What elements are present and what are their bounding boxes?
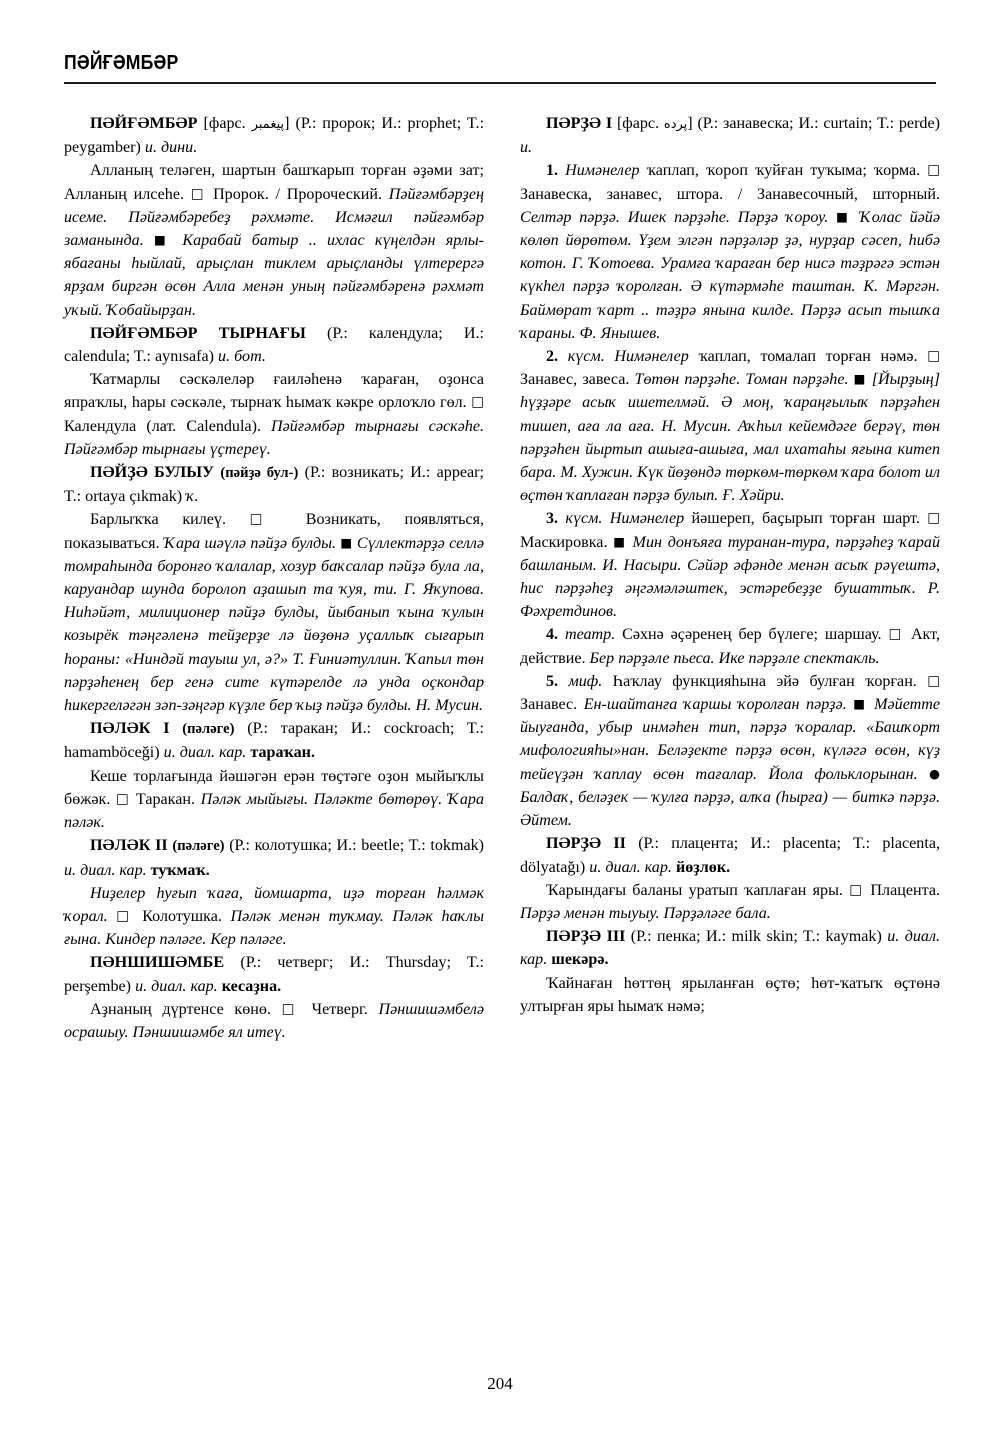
cross-reference: туҡмаҡ.: [150, 861, 210, 879]
gloss-russian: (Р.: пророк;: [295, 115, 376, 132]
gloss-turkish: T.: kaymak): [802, 928, 882, 946]
left-column: [64, 112, 484, 1362]
grammar-label: и.: [520, 139, 533, 157]
grammar-label: и. диал. кар.: [135, 977, 218, 995]
entry-peygambar: [64, 112, 484, 159]
entry-peyza-buly-body: [64, 508, 484, 717]
sense-3: [520, 507, 940, 623]
usage-examples: Пәншишәмбелә осрашыу. Пәншишәмбе ял итеү.: [64, 1000, 484, 1041]
gloss-turkish: T.: ortaya çıkmak): [64, 488, 183, 506]
translation-russian: Колотушка.: [142, 907, 222, 925]
entry-palak-1: [64, 717, 484, 764]
hollow-square-icon: □: [927, 162, 940, 179]
translation-russian: Пророк. / Пророческий.: [213, 185, 382, 203]
headword-roman-numeral: I: [163, 720, 170, 738]
definition-subject: Ниҙелер һуғып ҡаға, йомшарта, иҙә торған һәлмәк ҡорал.: [64, 884, 484, 925]
gloss-russian: (Р.: таракан;: [247, 720, 339, 738]
sense-2: [520, 345, 940, 507]
definition-subject: Нимәнелер: [565, 162, 640, 180]
entry-peygambar-body: [64, 159, 484, 321]
running-head-zone: [64, 52, 936, 84]
hollow-square-icon: □: [249, 511, 283, 528]
citation: Сүллектәрҙә селлә томраһында боронғо ҡалалар, хозур баҡсалар пәйҙә була ла, каруандар шунда боролоп аҙашып та ҡуя, ти. Г. Яҡупова.: [64, 534, 485, 599]
entry-peygambar-tyrnagy-body: [64, 368, 484, 461]
usage-examples: Пәйғәмбәрҙең исеме. Пәйғәмбәребеҙ рәхмәте. Исмәғил пәйғәмбәр заманында.: [64, 185, 484, 250]
gloss-turkish: T.: peygamber): [64, 115, 485, 157]
gloss-english: И.: appear;: [410, 464, 484, 482]
entry-peyza-buly: [64, 461, 484, 508]
entry-palak-1-body: [64, 765, 484, 835]
translation-russian: Занавес, завеса.: [520, 371, 630, 389]
sense-label: күсм.: [565, 510, 603, 528]
citation: Мәйетте йыуғанда, убыр инмәһен тип, пәрҙә ҡоралар. «Башҡорт мифологияһы»нан. Беләҙекте пәрҙә өсөн, күләгә өсөн, күҙ тейеүҙән ҡаплау өсөн тағалар. Йола фольклорынан.: [520, 696, 941, 783]
filled-square-icon: ■: [154, 232, 173, 248]
usage-examples: Пәйғәмбәр тырнағы сәскәһе. Пәйғәмбәр тырнағы үҫтереү.: [64, 417, 484, 458]
headword-roman-numeral: I: [605, 115, 613, 132]
filled-square-icon: ■: [340, 534, 353, 550]
etymology-close: ]: [687, 115, 693, 132]
usage-examples: Ен-шайтанға ҡаршы ҡоролған пәрҙә.: [583, 696, 847, 714]
grammar-label: и. диал. кар.: [520, 928, 941, 969]
grammar-label: и. диал. кар.: [64, 861, 147, 879]
gloss-turkish: T.: hamamböceği): [64, 720, 484, 762]
citation: Карабай батыр .. ихлас күңелдән ярлы-ябағаны һыйлай, арыҫлан тиклем арыҫланды үлтерергә ярҙам биргән өсөн Алла менән уның пәйғәмбәренә рәхмәт уҡый. Ҡобайырҙан.: [64, 232, 484, 319]
definition-subject: Нимәнелер: [609, 510, 685, 528]
gloss-english: И.: placenta;: [750, 835, 841, 853]
translation-russian: Возникать, появляться, показываться.: [64, 511, 484, 552]
grammar-label: и. диал. кар.: [589, 858, 672, 876]
usage-examples: Пәләк мыйығы. Пәләкте бөтөрөү. Ҡара пәләк.: [64, 790, 484, 832]
definition-bashkir: ҡаплап, томалап торған нәмә.: [698, 348, 918, 366]
definition-bashkir: йәшереп, баҫырып торған шарт.: [691, 510, 920, 528]
headword-inflection: (пәләге): [172, 838, 225, 855]
definition-bashkir: Сәхнә әҫәренең бер бүлеге; шаршау.: [622, 626, 882, 644]
hollow-square-icon: □: [471, 394, 484, 411]
body-columns: [64, 112, 940, 1362]
headword-roman-numeral: II: [155, 837, 168, 855]
round-bullet-icon: ●: [929, 765, 940, 781]
gloss-russian: (Р.: пенка;: [630, 928, 701, 946]
translation-russian: Четверг.: [311, 1000, 368, 1018]
entry-peygambar-tyrnagy: [64, 322, 484, 368]
headword: ПӘЛӘК: [90, 837, 151, 855]
gloss-turkish: T.: tokmak): [408, 837, 485, 855]
entry-parza-1: [520, 112, 940, 159]
gloss-english: И.: curtain;: [798, 115, 873, 132]
sense-1: [520, 159, 940, 345]
cross-reference: кесаҙна.: [221, 977, 282, 995]
hollow-square-icon: □: [927, 348, 940, 365]
definition-bashkir: Алланың теләген, шартын башҡарып торған әҙәми зат; Алланың илсеһе.: [64, 162, 484, 203]
filled-square-icon: ■: [853, 696, 868, 712]
etymology-open: [фарс.: [203, 115, 246, 132]
translation-russian: Акт, действие.: [520, 626, 941, 667]
etymology-open: [фарс.: [616, 115, 660, 132]
entry-panshishambe-body: [64, 998, 484, 1044]
sense-number: 5.: [546, 672, 559, 690]
definition-bashkir: Кеше торлағында йәшәгән ерән төҫтәге оҙон мыйыҡлы бөжәк.: [64, 767, 484, 808]
entry-parza-3: [520, 925, 940, 971]
filled-square-icon: ■: [613, 533, 627, 549]
headword: ПӘРҘӘ: [546, 835, 602, 853]
gloss-english: И.: calendula;: [64, 324, 484, 366]
grammar-label: ҡ.: [186, 488, 199, 506]
sense-label: миф.: [568, 672, 603, 690]
translation-russian: Таракан.: [135, 790, 196, 808]
gloss-english: И.: prophet;: [381, 115, 462, 132]
citation: Ниһәйәт, милиционер пәйҙә булды, йыбанып ҡына ҡулын козырёк тәңгәленә тейҙерҙе лә йөҙөнә уҫаллыҡ сығарып һораны: «Ниндәй тауыш ул, ә?» Т. Ғиниәтуллин.: [64, 604, 484, 668]
headword: ПӘЙҒӘМБӘР: [90, 115, 198, 132]
headword: ПӘНШИШӘМБЕ: [90, 954, 225, 972]
gloss-russian: (Р.: колотушка;: [229, 837, 332, 855]
gloss-english: И.: cockroach;: [350, 720, 455, 738]
definition-subject: Нимәнелер: [614, 348, 689, 366]
grammar-label: и. диал. кар.: [163, 744, 247, 762]
sense-number: 1.: [546, 162, 559, 180]
header-rule: [64, 82, 936, 85]
entry-parza-2-body: [520, 879, 940, 925]
cross-reference: шекәрә.: [551, 951, 609, 969]
usage-examples: Пәләк менән туҡмау. Пәләк һаҡлы ғына. Киндер пәләге. Кер пәләге.: [64, 907, 484, 949]
gloss-turkish: T.: perde): [876, 115, 940, 132]
filled-square-icon: ■: [836, 208, 852, 224]
sense-number: 2.: [546, 348, 559, 366]
headword-roman-numeral: II: [613, 835, 626, 853]
sense-5: [520, 670, 940, 832]
definition-bashkir: Аҙнаның дүртенсе көнө.: [90, 1000, 271, 1018]
gloss-turkish: T.: aynısafa): [133, 348, 215, 366]
headword: ПӘЛӘК: [90, 720, 151, 738]
headword-inflection: (пәйҙә бул-): [220, 465, 299, 482]
sense-4: [520, 623, 940, 669]
translation-russian: Плацента.: [870, 881, 940, 899]
entry-palak-2: [64, 834, 484, 881]
hollow-square-icon: □: [115, 790, 131, 807]
sense-label: театр.: [564, 626, 616, 644]
usage-examples: Пәрҙә менән тыуыу. Пәрҙәләге бала.: [520, 904, 771, 922]
citation: [Йырҙың] һүҙҙәре асыҡ ишетелмәй. Ә моң, ҡараңғылыҡ пәрҙәһен тишеп, аға ла аға. Н. Мусин. Аҡһыл кейемдәге берәү, төн пәрҙәһен йыртып ашыға-ашыға, мал ихатаһы яғына китеп бара. М. Хужин. Күк йөҙөндә төркөм-төркөм ҡара болот ил өҫтөн ҡаплаған пәрҙә булып. Ғ. Хәйри.: [520, 371, 941, 505]
headword-roman-numeral: III: [606, 928, 626, 946]
translation-russian: Календула (лат. Calendula).: [64, 417, 261, 435]
hollow-square-icon: □: [281, 1000, 302, 1017]
entry-palak-2-body: [64, 882, 484, 952]
cross-reference: йөҙлөк.: [675, 858, 731, 876]
usage-examples: Селтәр пәрҙә. Ишек пәрҙәһе. Пәрҙә ҡороу.: [520, 208, 829, 226]
translation-russian: Занавес.: [520, 696, 578, 714]
gloss-turkish: T.: placenta, dölyatağı): [520, 835, 940, 876]
etymology-close: ]: [284, 115, 290, 132]
headword: ПӘРҘӘ: [546, 928, 602, 946]
definition-bashkir: Ҡайнаған һөттөң ярыланған өҫтө; һөт-ҡатыҡ өҫтөнә ултырған яры һымаҡ нәмә;: [520, 974, 940, 1015]
citation: Ҡапыл төн пәрҙәһенең бер генә сите күтәрелде лә унда оҫкондар һикергеләгән зәп-зәңгәр күҙле бер ҡыҙ пәйҙә булды. Н. Мусин.: [64, 650, 485, 715]
usage-examples: Бер пәрҙәле пьеса. Ике пәрҙәле спектакль.: [589, 649, 880, 667]
hollow-square-icon: □: [888, 626, 905, 643]
usage-examples: Ҡара шәүлә пәйҙә булды.: [163, 534, 337, 552]
gloss-russian: (Р.: занавеска;: [697, 115, 794, 132]
sense-label: күсм.: [567, 348, 605, 366]
entry-parza-3-body: [520, 972, 940, 1018]
translation-russian: Занавеска, занавес, штора. / Занавесочный, шторный.: [520, 185, 940, 203]
etymology-arabic-script: پرده: [663, 117, 688, 132]
translation-russian: Маскировка.: [520, 533, 608, 551]
right-column: [520, 112, 940, 1362]
gloss-russian: (Р.: четверг;: [240, 954, 334, 972]
gloss-russian: (Р.: возникать;: [304, 464, 404, 482]
headword: ПӘРҘӘ: [546, 115, 602, 132]
proverb: Балдаҡ, беләҙек — ҡулға пәрҙә, алҡа (һырға) — биткә пәрҙә. Әйтем.: [520, 788, 940, 830]
page-number: 204: [487, 1374, 513, 1393]
citation: Мин донъяға туранан-тура, пәрҙәһеҙ ҡарай башланым. И. Насыри. Сәйәр әфәнде менән асыҡ рәүештә, һис пәрҙәһеҙ әңгәмәләштек, эстәребеҙҙе бушаттыҡ. Р. Фәхретдинов.: [520, 533, 941, 621]
definition-bashkir: ҡаплап, ҡороп ҡуйған туҡыма; ҡорма.: [646, 162, 921, 180]
hollow-square-icon: □: [190, 185, 207, 202]
hollow-square-icon: □: [927, 510, 941, 527]
gloss-turkish: T.: perşembe): [64, 954, 484, 995]
headword: ПӘЙҒӘМБӘР ТЫРНАҒЫ: [90, 324, 306, 342]
definition-bashkir: Барлыҡҡа килеү.: [90, 511, 226, 529]
hollow-square-icon: □: [927, 672, 940, 689]
entry-panshishambe: [64, 951, 484, 997]
definition-bashkir: Ҡарындағы баланы уратып ҡаплаған яры.: [546, 881, 843, 899]
hollow-square-icon: □: [849, 881, 865, 898]
running-head: ПӘЙҒӘМБӘР: [64, 51, 179, 74]
sense-number: 3.: [546, 510, 559, 528]
filled-square-icon: ■: [853, 371, 867, 387]
headword-inflection: (пәләге): [182, 721, 235, 738]
etymology-arabic-script: پیغمبر: [251, 117, 285, 132]
entry-parza-2: [520, 832, 940, 878]
citation: Ҡолас йәйә көлөп йөрөтөм. Үҙем элгән пәрҙәләр ҙә, нурҙар сәсеп, һибә котон. Г. Ҡотоева. Урамға ҡараған бер нисә тәҙрәгә эстән күкһел пәрҙә ҡоролған. Ә күтәрмәһе таштан. К. Мәргән. Баймөрат ҡарт .. тәҙрә янына килде. Пәрҙә асып тышҡа ҡараны. Ф. Янышев.: [520, 208, 940, 342]
gloss-english: И.: Thursday;: [349, 954, 452, 972]
headword: ПӘЙҘӘ БУЛЫУ: [90, 464, 215, 482]
gloss-english: И.: beetle;: [336, 837, 405, 855]
usage-examples: Төтөн пәрҙәһе. Томан пәрҙәһе.: [634, 371, 849, 389]
gloss-english: И.: milk skin;: [706, 928, 798, 946]
sense-number: 4.: [546, 626, 559, 644]
cross-reference: тараҡан.: [250, 744, 315, 762]
hollow-square-icon: □: [116, 907, 134, 924]
gloss-russian: (Р.: календула;: [327, 324, 443, 342]
grammar-label: и. дини.: [144, 139, 198, 157]
gloss-russian: (Р.: плацента;: [638, 835, 739, 853]
definition-bashkir: Ҡатмарлы сәскәлеләр ғаиләһенә ҡараған, оҙонса япраҡлы, һары сәскәле, тырнаҡ һымаҡ кәкре орлоҡло гөл.: [64, 371, 484, 412]
grammar-label: и. бот.: [218, 348, 266, 366]
definition-bashkir: Һаҡлау функцияһына эйә булған ҡорған.: [612, 672, 917, 690]
